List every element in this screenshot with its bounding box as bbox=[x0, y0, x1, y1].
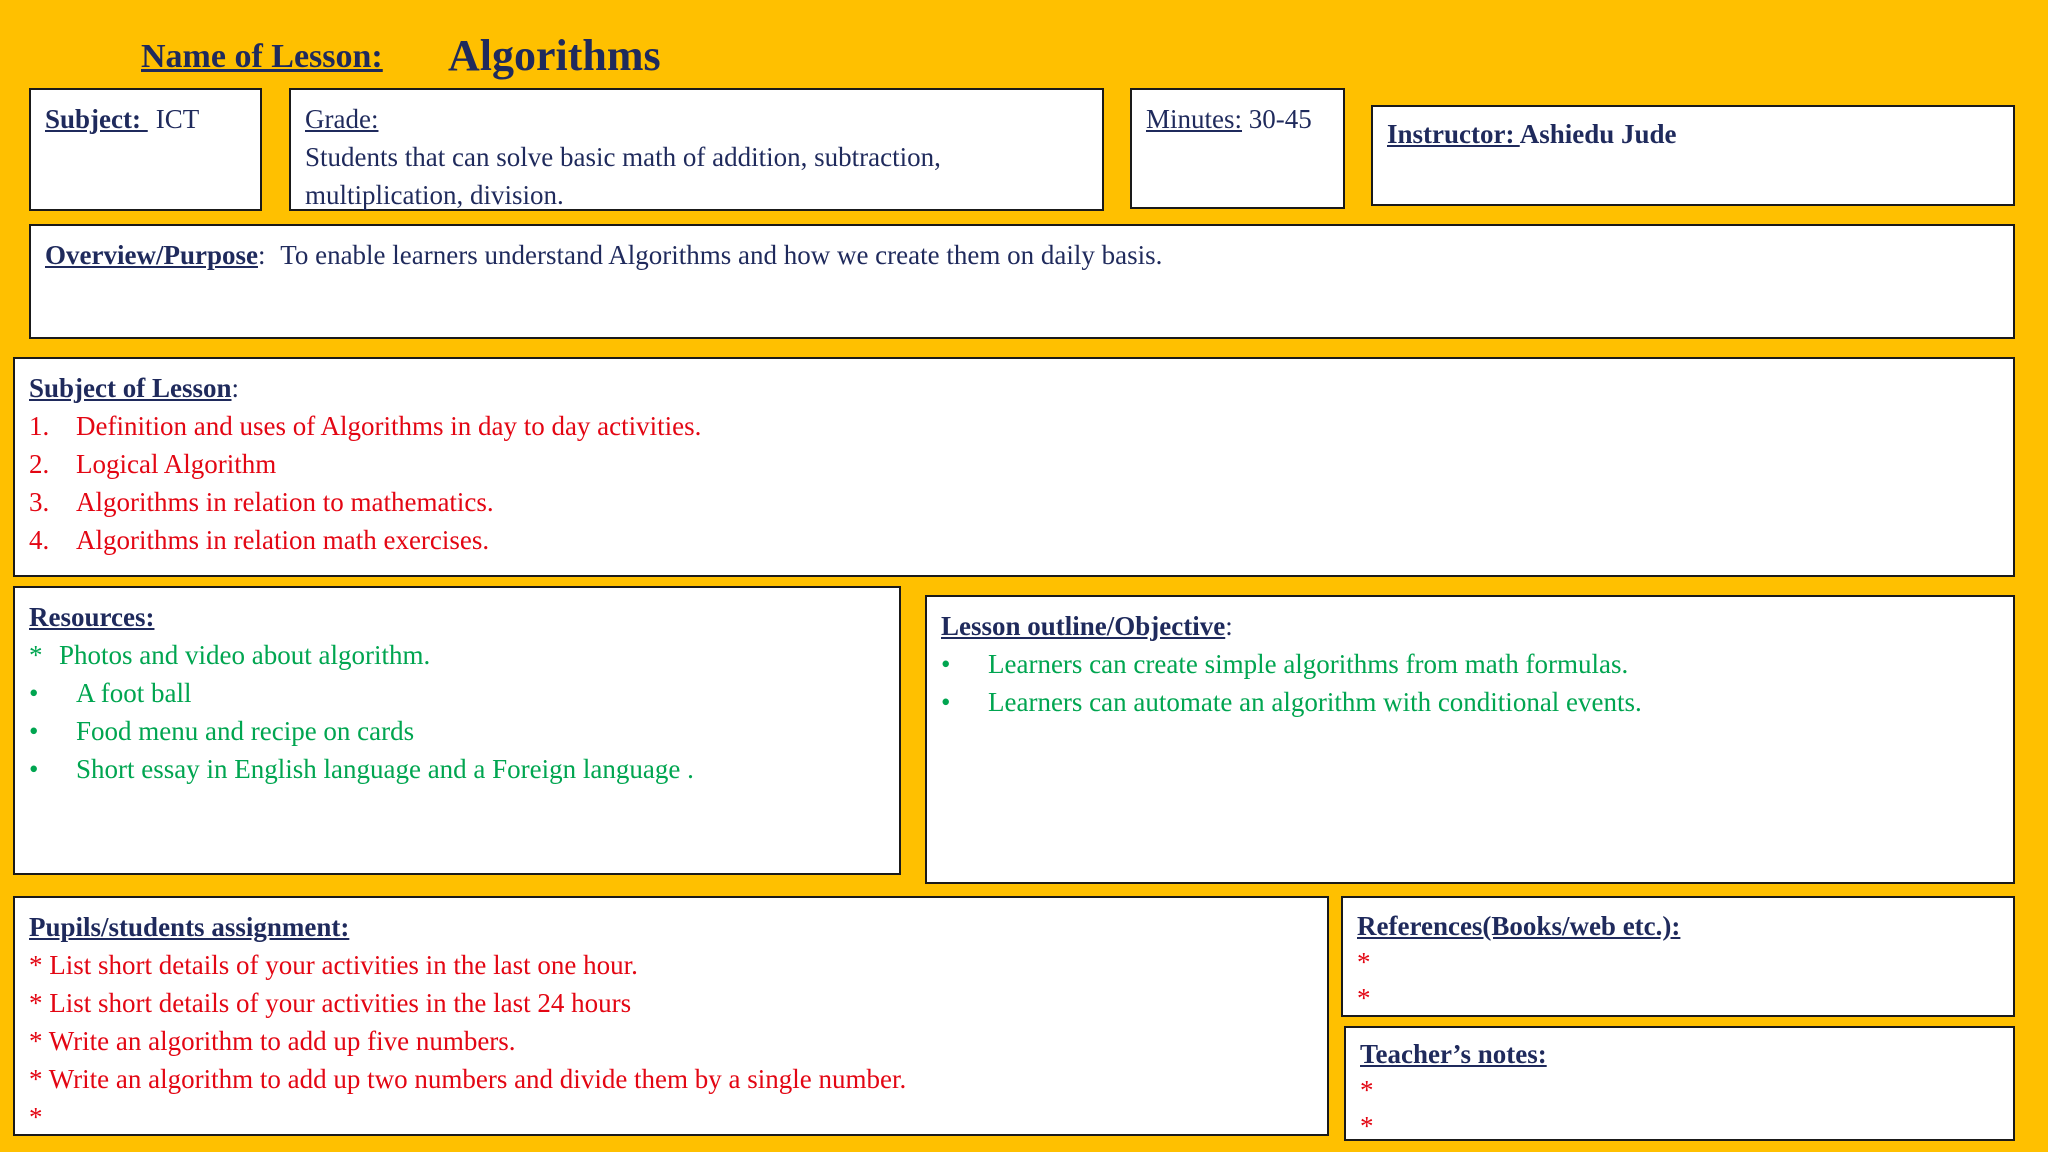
list-item: • Learners can create simple algorithms from math formulas. bbox=[941, 649, 1629, 679]
list-item: • Learners can automate an algorithm with conditional events. bbox=[941, 687, 1642, 717]
subject-of-lesson-label: Subject of Lesson bbox=[29, 373, 232, 403]
grade-label: Grade: bbox=[305, 104, 379, 134]
instructor-box bbox=[1371, 105, 2015, 206]
references-list bbox=[1357, 944, 1999, 1016]
overview-label: Overview/Purpose bbox=[45, 240, 258, 270]
teachers-notes-label: Teacher’s notes: bbox=[1360, 1039, 1547, 1069]
subject-value: ICT bbox=[155, 104, 200, 134]
minutes-value: 30-45 bbox=[1248, 104, 1312, 134]
assignment-list bbox=[29, 946, 1313, 1136]
overview-text: To enable learners understand Algorithms and how we create them on daily basis. bbox=[280, 240, 1163, 270]
subject-box bbox=[29, 88, 262, 211]
list-item: 1. Definition and uses of Algorithms in day to day activities. bbox=[29, 411, 702, 441]
list-item: * bbox=[1357, 983, 1371, 1013]
list-item: * bbox=[29, 1102, 43, 1132]
list-item: * Write an algorithm to add up two numbers and divide them by a single number. bbox=[29, 1064, 907, 1094]
overview-box: Overview/Purpose: To enable learners understand Algorithms and how we create them on daily basis. bbox=[29, 224, 2015, 339]
references-label: References(Books/web etc.): bbox=[1357, 911, 1681, 941]
list-item: 2. Logical Algorithm bbox=[29, 449, 277, 479]
objective-label: Lesson outline/Objective bbox=[941, 611, 1226, 641]
subject-of-lesson-list bbox=[29, 407, 1999, 559]
list-item: * List short details of your activities in the last one hour. bbox=[29, 950, 638, 980]
list-item: * Write an algorithm to add up five numbers. bbox=[29, 1026, 516, 1056]
teachers-notes-box bbox=[1344, 1026, 2015, 1141]
objective-box: Lesson outline/Objective: • Learners can create simple algorithms from math formulas. • Learners can automate an algorithm with conditional events. bbox=[925, 595, 2015, 884]
list-item: • Short essay in English language and a Foreign language . bbox=[29, 754, 694, 784]
instructor-label: Instructor: bbox=[1387, 119, 1520, 149]
list-item: • Food menu and recipe on cards bbox=[29, 716, 415, 746]
assignment-label: Pupils/students assignment: bbox=[29, 912, 350, 942]
list-item: * bbox=[1360, 1111, 1374, 1141]
grade-box bbox=[289, 88, 1104, 211]
lesson-name: Algorithms bbox=[448, 31, 661, 80]
list-item: 3. Algorithms in relation to mathematics. bbox=[29, 487, 494, 517]
list-item: 4. Algorithms in relation math exercises. bbox=[29, 525, 490, 555]
resources-list bbox=[29, 636, 885, 788]
references-box bbox=[1341, 896, 2015, 1017]
resources-box bbox=[13, 586, 901, 875]
list-item: * bbox=[1360, 1075, 1374, 1105]
instructor-value: Ashiedu Jude bbox=[1519, 119, 1677, 149]
objective-list bbox=[941, 645, 1999, 721]
minutes-label: Minutes: bbox=[1146, 104, 1243, 134]
subject-label: Subject: bbox=[45, 104, 148, 134]
list-item: * bbox=[1357, 947, 1371, 977]
subject-of-lesson-box: Subject of Lesson: 1. Definition and uses of Algorithms in day to day activities. 2. Logical Algorithm 3. Algorithms in relation to mathematics. 4. Algorithms in relation math exercises. bbox=[13, 357, 2015, 577]
list-item: • A foot ball bbox=[29, 678, 192, 708]
minutes-box bbox=[1130, 88, 1345, 209]
list-item: * List short details of your activities in the last 24 hours bbox=[29, 988, 632, 1018]
list-item: * Photos and video about algorithm. bbox=[29, 640, 431, 670]
resources-label: Resources: bbox=[29, 602, 155, 632]
teachers-notes-list bbox=[1360, 1072, 1999, 1144]
grade-description: Students that can solve basic math of addition, subtraction, multiplication, division. bbox=[305, 142, 941, 210]
lesson-name-label: Name of Lesson: bbox=[141, 38, 383, 75]
assignment-box bbox=[13, 896, 1329, 1136]
